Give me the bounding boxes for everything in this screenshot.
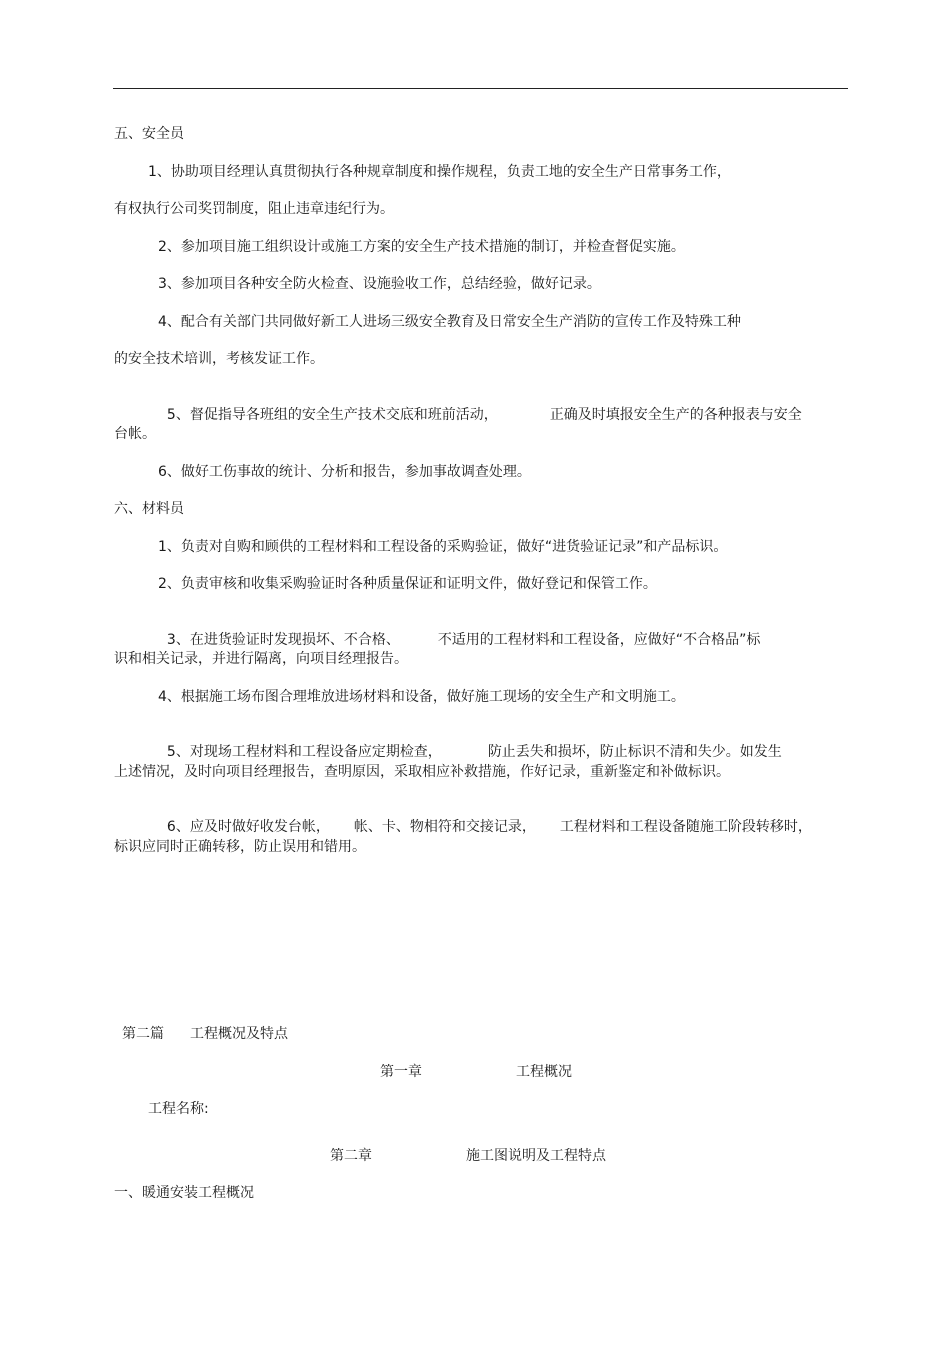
section-5-item-6: 6、做好工伤事故的统计、分析和报告，参加事故调查处理。 [158,464,531,480]
project-name-label: 工程名称: [148,1101,209,1117]
section-5-item-1-line-1: 1、协助项目经理认真贯彻执行各种规章制度和操作规程，负责工地的安全生产日常事务工作， [148,164,731,180]
subsection-hvac-overview: 一、暖通安装工程概况 [114,1185,254,1201]
part-2-title: 工程概况及特点 [190,1026,288,1042]
section-6-item-6-line-1 [158,800,812,836]
section-6-item-6-line-2: 标识应同时正确转移，防止误用和错用。 [114,839,366,855]
section-6-item-6-part-3: 工程材料和工程设备随施工阶段转移时， [559,819,812,835]
section-6-item-1: 1、负责对自购和顾供的工程材料和工程设备的采购验证，做好“进货验证记录”和产品标识。 [158,539,728,555]
section-6-item-3-part-2: 不适用的工程材料和工程设备，应做好“不合格品”标 [437,632,761,648]
section-5-item-5-line-2: 台帐。 [114,426,156,442]
header-rule [113,88,848,89]
section-5-item-4-line-1: 4、配合有关部门共同做好新工人进场三级安全教育及日常安全生产消防的宣传工作及特殊工种 [158,314,741,330]
chapter-2-title: 施工图说明及工程特点 [466,1148,606,1164]
section-6-item-6-part-2: 帐、卡、物相符和交接记录， [353,819,536,835]
section-6-item-5-line-2: 上述情况，及时向项目经理报告，查明原因，采取相应补救措施，作好记录，重新鉴定和补做标识。 [114,764,730,780]
section-6-item-5-part-2: 防止丢失和损坏，防止标识不清和失少。如发生 [487,744,782,760]
chapter-1-title: 工程概况 [516,1064,572,1080]
part-2-label: 第二篇 [122,1026,164,1042]
section-6-item-6-part-1: 6、应及时做好收发台帐， [166,819,330,835]
section-6-item-3-line-1 [158,613,760,649]
chapter-2-label: 第二章 [330,1148,372,1164]
section-6-item-4: 4、根据施工场布图合理堆放进场材料和设备，做好施工现场的安全生产和文明施工。 [158,689,685,705]
section-5-item-1-line-2: 有权执行公司奖罚制度，阻止违章违纪行为。 [114,201,394,217]
section-6-item-3-line-2: 识和相关记录，并进行隔离，向项目经理报告。 [114,651,408,667]
section-6-item-5-part-1: 5、对现场工程材料和工程设备应定期检查， [166,744,442,760]
section-6-item-2: 2、负责审核和收集采购验证时各种质量保证和证明文件，做好登记和保管工作。 [158,576,657,592]
chapter-1-label: 第一章 [380,1064,422,1080]
section-5-item-5-line-1 [158,388,802,424]
section-6-item-5-line-1 [158,725,782,761]
section-6-heading: 六、材料员 [114,501,184,517]
section-5-item-4-line-2: 的安全技术培训，考核发证工作。 [114,351,324,367]
section-5-item-2: 2、参加项目施工组织设计或施工方案的安全生产技术措施的制订，并检查督促实施。 [158,239,685,255]
section-5-item-3: 3、参加项目各种安全防火检查、设施验收工作，总结经验，做好记录。 [158,276,601,292]
section-6-item-3-part-1: 3、在进货验证时发现损坏、不合格、 [166,632,400,648]
section-5-item-5-part-1: 5、督促指导各班组的安全生产技术交底和班前活动， [166,407,498,423]
section-5-heading: 五、安全员 [114,126,184,142]
section-5-item-5-part-2: 正确及时填报安全生产的各种报表与安全 [549,407,802,423]
